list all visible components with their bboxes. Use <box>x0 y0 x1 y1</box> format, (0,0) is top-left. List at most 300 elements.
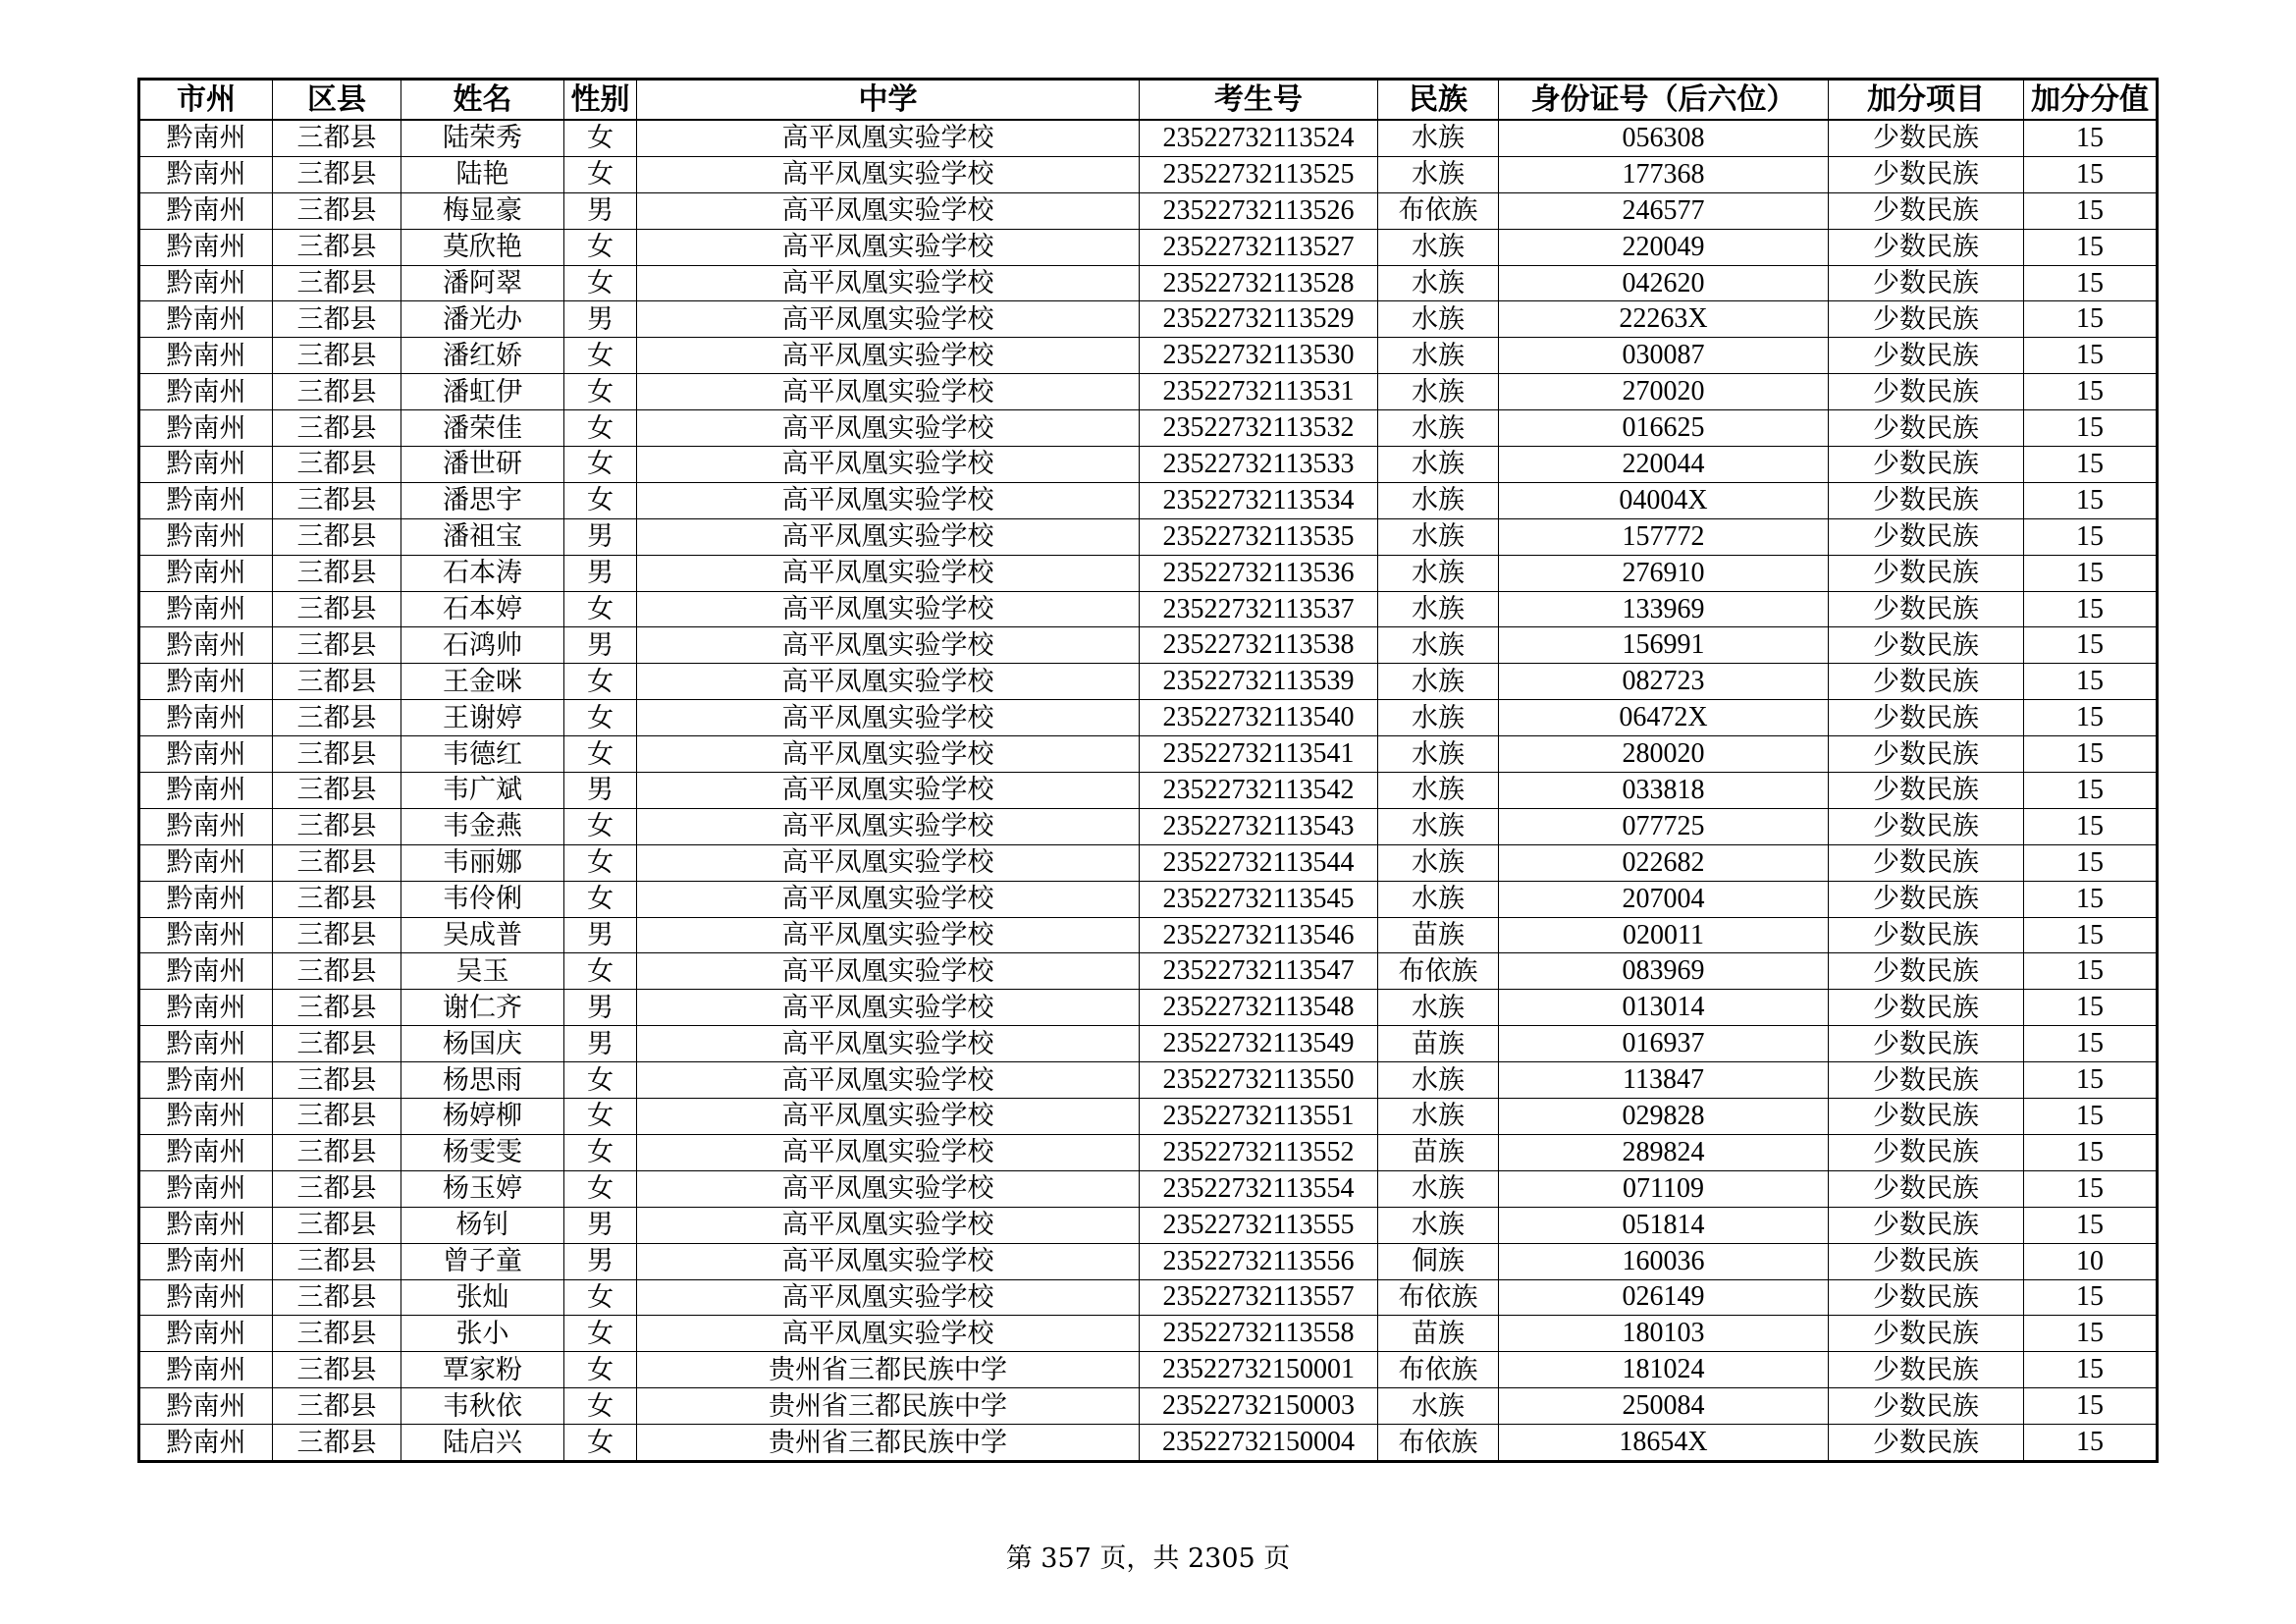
cell-school: 高平凤凰实验学校 <box>637 1207 1140 1243</box>
cell-gender: 女 <box>564 410 637 447</box>
cell-name: 韦秋依 <box>401 1388 564 1425</box>
cell-id-last-six: 016937 <box>1499 1026 1829 1062</box>
cell-school: 高平凤凰实验学校 <box>637 627 1140 664</box>
cell-exam-number: 23522732113551 <box>1140 1099 1378 1135</box>
cell-county: 三都县 <box>273 1316 401 1352</box>
cell-gender: 男 <box>564 1243 637 1279</box>
table-row <box>139 374 2158 410</box>
cell-bonus-points: 15 <box>2024 627 2158 664</box>
cell-school: 高平凤凰实验学校 <box>637 374 1140 410</box>
cell-gender: 男 <box>564 773 637 809</box>
cell-bonus-item: 少数民族 <box>1829 447 2024 483</box>
cell-school: 高平凤凰实验学校 <box>637 120 1140 156</box>
cell-county: 三都县 <box>273 1279 401 1316</box>
cell-ethnicity: 布依族 <box>1378 1279 1499 1316</box>
cell-id-last-six: 177368 <box>1499 156 1829 192</box>
cell-city: 黔南州 <box>139 1026 273 1062</box>
cell-exam-number: 23522732113542 <box>1140 773 1378 809</box>
cell-id-last-six: 020011 <box>1499 917 1829 953</box>
cell-name: 莫欣艳 <box>401 229 564 265</box>
cell-city: 黔南州 <box>139 229 273 265</box>
cell-ethnicity: 水族 <box>1378 1170 1499 1207</box>
cell-bonus-item: 少数民族 <box>1829 1134 2024 1170</box>
cell-id-last-six: 220049 <box>1499 229 1829 265</box>
cell-exam-number: 23522732113546 <box>1140 917 1378 953</box>
cell-id-last-six: 181024 <box>1499 1352 1829 1388</box>
cell-id-last-six: 030087 <box>1499 338 1829 374</box>
cell-school: 高平凤凰实验学校 <box>637 482 1140 518</box>
cell-exam-number: 23522732113550 <box>1140 1062 1378 1099</box>
cell-ethnicity: 水族 <box>1378 482 1499 518</box>
cell-ethnicity: 苗族 <box>1378 917 1499 953</box>
cell-gender: 女 <box>564 1352 637 1388</box>
cell-exam-number: 23522732113555 <box>1140 1207 1378 1243</box>
table-row <box>139 1026 2158 1062</box>
cell-school: 贵州省三都民族中学 <box>637 1425 1140 1462</box>
cell-city: 黔南州 <box>139 627 273 664</box>
cell-gender: 女 <box>564 447 637 483</box>
cell-ethnicity: 水族 <box>1378 518 1499 555</box>
column-header-bonus-item: 加分项目 <box>1829 80 2024 121</box>
cell-school: 高平凤凰实验学校 <box>637 447 1140 483</box>
cell-gender: 女 <box>564 338 637 374</box>
cell-bonus-item: 少数民族 <box>1829 301 2024 338</box>
cell-city: 黔南州 <box>139 1243 273 1279</box>
cell-county: 三都县 <box>273 990 401 1026</box>
cell-city: 黔南州 <box>139 1207 273 1243</box>
cell-exam-number: 23522732113545 <box>1140 881 1378 917</box>
cell-id-last-six: 033818 <box>1499 773 1829 809</box>
cell-ethnicity: 水族 <box>1378 881 1499 917</box>
cell-bonus-item: 少数民族 <box>1829 1279 2024 1316</box>
cell-name: 王谢婷 <box>401 700 564 736</box>
cell-id-last-six: 246577 <box>1499 192 1829 229</box>
cell-city: 黔南州 <box>139 374 273 410</box>
cell-name: 张灿 <box>401 1279 564 1316</box>
cell-name: 陆启兴 <box>401 1425 564 1462</box>
cell-county: 三都县 <box>273 881 401 917</box>
column-header-city: 市州 <box>139 80 273 121</box>
cell-exam-number: 23522732113558 <box>1140 1316 1378 1352</box>
cell-county: 三都县 <box>273 627 401 664</box>
cell-gender: 女 <box>564 374 637 410</box>
cell-bonus-item: 少数民族 <box>1829 410 2024 447</box>
cell-exam-number: 23522732113541 <box>1140 736 1378 773</box>
cell-ethnicity: 水族 <box>1378 555 1499 591</box>
cell-bonus-item: 少数民族 <box>1829 1425 2024 1462</box>
cell-gender: 女 <box>564 664 637 700</box>
cell-ethnicity: 水族 <box>1378 736 1499 773</box>
table-row <box>139 1425 2158 1462</box>
cell-school: 高平凤凰实验学校 <box>637 410 1140 447</box>
table-row <box>139 482 2158 518</box>
cell-ethnicity: 水族 <box>1378 374 1499 410</box>
cell-name: 潘虹伊 <box>401 374 564 410</box>
cell-gender: 男 <box>564 301 637 338</box>
cell-bonus-points: 15 <box>2024 1062 2158 1099</box>
cell-name: 潘世研 <box>401 447 564 483</box>
cell-id-last-six: 013014 <box>1499 990 1829 1026</box>
cell-bonus-item: 少数民族 <box>1829 591 2024 627</box>
cell-county: 三都县 <box>273 591 401 627</box>
cell-school: 高平凤凰实验学校 <box>637 953 1140 990</box>
cell-bonus-points: 15 <box>2024 1099 2158 1135</box>
cell-county: 三都县 <box>273 447 401 483</box>
cell-school: 高平凤凰实验学校 <box>637 990 1140 1026</box>
cell-bonus-points: 15 <box>2024 1388 2158 1425</box>
cell-exam-number: 23522732113529 <box>1140 301 1378 338</box>
cell-county: 三都县 <box>273 1062 401 1099</box>
cell-bonus-points: 15 <box>2024 482 2158 518</box>
table-row <box>139 881 2158 917</box>
cell-school: 高平凤凰实验学校 <box>637 192 1140 229</box>
table-row <box>139 156 2158 192</box>
cell-county: 三都县 <box>273 301 401 338</box>
cell-gender: 女 <box>564 482 637 518</box>
cell-exam-number: 23522732113539 <box>1140 664 1378 700</box>
cell-ethnicity: 水族 <box>1378 1062 1499 1099</box>
table-row <box>139 301 2158 338</box>
cell-city: 黔南州 <box>139 1062 273 1099</box>
cell-exam-number: 23522732113536 <box>1140 555 1378 591</box>
cell-id-last-six: 133969 <box>1499 591 1829 627</box>
cell-exam-number: 23522732150003 <box>1140 1388 1378 1425</box>
cell-ethnicity: 侗族 <box>1378 1243 1499 1279</box>
cell-city: 黔南州 <box>139 591 273 627</box>
table-row <box>139 1279 2158 1316</box>
cell-county: 三都县 <box>273 555 401 591</box>
cell-school: 高平凤凰实验学校 <box>637 518 1140 555</box>
cell-bonus-points: 15 <box>2024 120 2158 156</box>
cell-bonus-points: 15 <box>2024 410 2158 447</box>
cell-ethnicity: 水族 <box>1378 627 1499 664</box>
cell-name: 吴玉 <box>401 953 564 990</box>
cell-id-last-six: 06472X <box>1499 700 1829 736</box>
cell-id-last-six: 157772 <box>1499 518 1829 555</box>
cell-county: 三都县 <box>273 1099 401 1135</box>
cell-bonus-item: 少数民族 <box>1829 1207 2024 1243</box>
cell-id-last-six: 04004X <box>1499 482 1829 518</box>
cell-ethnicity: 水族 <box>1378 301 1499 338</box>
table-row <box>139 338 2158 374</box>
cell-ethnicity: 布依族 <box>1378 953 1499 990</box>
cell-ethnicity: 水族 <box>1378 773 1499 809</box>
cell-city: 黔南州 <box>139 881 273 917</box>
cell-county: 三都县 <box>273 229 401 265</box>
cell-id-last-six: 250084 <box>1499 1388 1829 1425</box>
cell-city: 黔南州 <box>139 120 273 156</box>
cell-id-last-six: 022682 <box>1499 844 1829 881</box>
cell-city: 黔南州 <box>139 447 273 483</box>
cell-bonus-item: 少数民族 <box>1829 700 2024 736</box>
cell-bonus-points: 15 <box>2024 192 2158 229</box>
cell-gender: 女 <box>564 881 637 917</box>
cell-bonus-item: 少数民族 <box>1829 192 2024 229</box>
cell-id-last-six: 18654X <box>1499 1425 1829 1462</box>
cell-exam-number: 23522732113548 <box>1140 990 1378 1026</box>
cell-gender: 男 <box>564 192 637 229</box>
cell-exam-number: 23522732113532 <box>1140 410 1378 447</box>
table-row <box>139 120 2158 156</box>
cell-ethnicity: 苗族 <box>1378 1026 1499 1062</box>
cell-gender: 女 <box>564 736 637 773</box>
cell-ethnicity: 水族 <box>1378 229 1499 265</box>
cell-bonus-points: 15 <box>2024 1026 2158 1062</box>
cell-gender: 男 <box>564 627 637 664</box>
cell-gender: 男 <box>564 990 637 1026</box>
cell-name: 杨思雨 <box>401 1062 564 1099</box>
cell-id-last-six: 082723 <box>1499 664 1829 700</box>
table-row <box>139 627 2158 664</box>
cell-id-last-six: 056308 <box>1499 120 1829 156</box>
cell-name: 石鸿帅 <box>401 627 564 664</box>
cell-bonus-item: 少数民族 <box>1829 482 2024 518</box>
cell-school: 高平凤凰实验学校 <box>637 156 1140 192</box>
cell-name: 石本婷 <box>401 591 564 627</box>
cell-bonus-points: 15 <box>2024 1279 2158 1316</box>
cell-county: 三都县 <box>273 156 401 192</box>
table-row <box>139 591 2158 627</box>
table-row <box>139 844 2158 881</box>
cell-name: 杨婷柳 <box>401 1099 564 1135</box>
cell-bonus-points: 15 <box>2024 700 2158 736</box>
cell-name: 谢仁齐 <box>401 990 564 1026</box>
cell-school: 高平凤凰实验学校 <box>637 736 1140 773</box>
cell-gender: 女 <box>564 844 637 881</box>
cell-id-last-six: 071109 <box>1499 1170 1829 1207</box>
cell-id-last-six: 180103 <box>1499 1316 1829 1352</box>
cell-city: 黔南州 <box>139 990 273 1026</box>
cell-name: 张小 <box>401 1316 564 1352</box>
cell-gender: 女 <box>564 1062 637 1099</box>
cell-bonus-item: 少数民族 <box>1829 990 2024 1026</box>
cell-exam-number: 23522732113525 <box>1140 156 1378 192</box>
cell-county: 三都县 <box>273 1243 401 1279</box>
cell-school: 贵州省三都民族中学 <box>637 1388 1140 1425</box>
cell-bonus-item: 少数民族 <box>1829 1388 2024 1425</box>
cell-county: 三都县 <box>273 773 401 809</box>
cell-gender: 女 <box>564 1099 637 1135</box>
table-row <box>139 808 2158 844</box>
cell-ethnicity: 水族 <box>1378 410 1499 447</box>
cell-county: 三都县 <box>273 374 401 410</box>
cell-bonus-points: 15 <box>2024 265 2158 301</box>
cell-name: 石本涛 <box>401 555 564 591</box>
cell-exam-number: 23522732113547 <box>1140 953 1378 990</box>
cell-name: 梅显豪 <box>401 192 564 229</box>
cell-name: 杨钊 <box>401 1207 564 1243</box>
cell-name: 韦广斌 <box>401 773 564 809</box>
cell-gender: 女 <box>564 1170 637 1207</box>
cell-city: 黔南州 <box>139 953 273 990</box>
cell-city: 黔南州 <box>139 265 273 301</box>
table-row <box>139 664 2158 700</box>
table-row <box>139 410 2158 447</box>
cell-school: 高平凤凰实验学校 <box>637 1243 1140 1279</box>
cell-school: 高平凤凰实验学校 <box>637 917 1140 953</box>
cell-school: 高平凤凰实验学校 <box>637 1062 1140 1099</box>
cell-gender: 女 <box>564 953 637 990</box>
cell-city: 黔南州 <box>139 518 273 555</box>
cell-bonus-item: 少数民族 <box>1829 156 2024 192</box>
cell-county: 三都县 <box>273 1207 401 1243</box>
cell-exam-number: 23522732113543 <box>1140 808 1378 844</box>
cell-bonus-item: 少数民族 <box>1829 736 2024 773</box>
table-row <box>139 1388 2158 1425</box>
cell-bonus-item: 少数民族 <box>1829 1352 2024 1388</box>
cell-school: 高平凤凰实验学校 <box>637 844 1140 881</box>
cell-gender: 女 <box>564 120 637 156</box>
column-header-bonus-points: 加分分值 <box>2024 80 2158 121</box>
cell-bonus-points: 15 <box>2024 881 2158 917</box>
cell-name: 韦德红 <box>401 736 564 773</box>
cell-id-last-six: 051814 <box>1499 1207 1829 1243</box>
cell-city: 黔南州 <box>139 156 273 192</box>
cell-bonus-item: 少数民族 <box>1829 953 2024 990</box>
cell-school: 高平凤凰实验学校 <box>637 881 1140 917</box>
cell-city: 黔南州 <box>139 1279 273 1316</box>
cell-bonus-points: 15 <box>2024 591 2158 627</box>
cell-bonus-item: 少数民族 <box>1829 120 2024 156</box>
table-row <box>139 773 2158 809</box>
cell-bonus-item: 少数民族 <box>1829 773 2024 809</box>
cell-school: 高平凤凰实验学校 <box>637 664 1140 700</box>
cell-city: 黔南州 <box>139 1388 273 1425</box>
cell-bonus-item: 少数民族 <box>1829 374 2024 410</box>
cell-bonus-item: 少数民族 <box>1829 229 2024 265</box>
column-header-exam-number: 考生号 <box>1140 80 1378 121</box>
cell-bonus-item: 少数民族 <box>1829 1316 2024 1352</box>
cell-gender: 女 <box>564 1388 637 1425</box>
cell-county: 三都县 <box>273 482 401 518</box>
cell-gender: 男 <box>564 555 637 591</box>
cell-city: 黔南州 <box>139 736 273 773</box>
table-row <box>139 1316 2158 1352</box>
cell-bonus-item: 少数民族 <box>1829 1099 2024 1135</box>
cell-exam-number: 23522732113527 <box>1140 229 1378 265</box>
cell-city: 黔南州 <box>139 1134 273 1170</box>
cell-ethnicity: 水族 <box>1378 156 1499 192</box>
cell-bonus-item: 少数民族 <box>1829 1026 2024 1062</box>
table-row <box>139 700 2158 736</box>
cell-bonus-item: 少数民族 <box>1829 627 2024 664</box>
cell-ethnicity: 水族 <box>1378 447 1499 483</box>
cell-bonus-points: 15 <box>2024 844 2158 881</box>
cell-school: 高平凤凰实验学校 <box>637 773 1140 809</box>
cell-ethnicity: 布依族 <box>1378 1352 1499 1388</box>
cell-exam-number: 23522732113549 <box>1140 1026 1378 1062</box>
cell-id-last-six: 029828 <box>1499 1099 1829 1135</box>
cell-city: 黔南州 <box>139 1425 273 1462</box>
cell-bonus-points: 15 <box>2024 953 2158 990</box>
table-row <box>139 1170 2158 1207</box>
cell-county: 三都县 <box>273 1425 401 1462</box>
cell-county: 三都县 <box>273 917 401 953</box>
cell-name: 韦金燕 <box>401 808 564 844</box>
cell-name: 陆艳 <box>401 156 564 192</box>
cell-school: 高平凤凰实验学校 <box>637 265 1140 301</box>
cell-id-last-six: 220044 <box>1499 447 1829 483</box>
cell-school: 高平凤凰实验学校 <box>637 591 1140 627</box>
cell-school: 高平凤凰实验学校 <box>637 1026 1140 1062</box>
cell-bonus-item: 少数民族 <box>1829 338 2024 374</box>
cell-bonus-points: 15 <box>2024 301 2158 338</box>
cell-id-last-six: 156991 <box>1499 627 1829 664</box>
table-row <box>139 518 2158 555</box>
cell-city: 黔南州 <box>139 917 273 953</box>
cell-ethnicity: 水族 <box>1378 1099 1499 1135</box>
cell-school: 高平凤凰实验学校 <box>637 1099 1140 1135</box>
cell-county: 三都县 <box>273 808 401 844</box>
cell-school: 高平凤凰实验学校 <box>637 1134 1140 1170</box>
cell-exam-number: 23522732113552 <box>1140 1134 1378 1170</box>
cell-id-last-six: 077725 <box>1499 808 1829 844</box>
cell-id-last-six: 160036 <box>1499 1243 1829 1279</box>
cell-exam-number: 23522732113556 <box>1140 1243 1378 1279</box>
cell-bonus-item: 少数民族 <box>1829 1062 2024 1099</box>
table-row <box>139 229 2158 265</box>
cell-bonus-points: 15 <box>2024 555 2158 591</box>
cell-ethnicity: 水族 <box>1378 120 1499 156</box>
cell-name: 王金咪 <box>401 664 564 700</box>
cell-bonus-item: 少数民族 <box>1829 555 2024 591</box>
cell-city: 黔南州 <box>139 664 273 700</box>
cell-county: 三都县 <box>273 338 401 374</box>
cell-bonus-points: 15 <box>2024 1316 2158 1352</box>
cell-name: 曾子童 <box>401 1243 564 1279</box>
cell-name: 潘荣佳 <box>401 410 564 447</box>
cell-gender: 男 <box>564 518 637 555</box>
table-row <box>139 555 2158 591</box>
cell-bonus-points: 15 <box>2024 1425 2158 1462</box>
cell-name: 潘思宇 <box>401 482 564 518</box>
cell-school: 高平凤凰实验学校 <box>637 1170 1140 1207</box>
cell-city: 黔南州 <box>139 773 273 809</box>
cell-bonus-item: 少数民族 <box>1829 844 2024 881</box>
cell-exam-number: 23522732113535 <box>1140 518 1378 555</box>
cell-gender: 女 <box>564 265 637 301</box>
table-row <box>139 265 2158 301</box>
cell-gender: 女 <box>564 156 637 192</box>
cell-bonus-points: 15 <box>2024 1134 2158 1170</box>
cell-bonus-points: 15 <box>2024 1170 2158 1207</box>
cell-id-last-six: 270020 <box>1499 374 1829 410</box>
cell-exam-number: 23522732150001 <box>1140 1352 1378 1388</box>
cell-bonus-points: 15 <box>2024 664 2158 700</box>
cell-city: 黔南州 <box>139 1352 273 1388</box>
cell-city: 黔南州 <box>139 700 273 736</box>
table-row <box>139 1134 2158 1170</box>
cell-ethnicity: 水族 <box>1378 1207 1499 1243</box>
cell-city: 黔南州 <box>139 482 273 518</box>
table-row <box>139 1243 2158 1279</box>
cell-exam-number: 23522732113530 <box>1140 338 1378 374</box>
cell-gender: 女 <box>564 1134 637 1170</box>
cell-county: 三都县 <box>273 120 401 156</box>
cell-school: 高平凤凰实验学校 <box>637 301 1140 338</box>
cell-ethnicity: 水族 <box>1378 990 1499 1026</box>
cell-city: 黔南州 <box>139 301 273 338</box>
cell-gender: 女 <box>564 229 637 265</box>
cell-county: 三都县 <box>273 192 401 229</box>
cell-school: 高平凤凰实验学校 <box>637 808 1140 844</box>
cell-bonus-points: 15 <box>2024 374 2158 410</box>
cell-exam-number: 23522732113540 <box>1140 700 1378 736</box>
table-row <box>139 1352 2158 1388</box>
column-header-county: 区县 <box>273 80 401 121</box>
cell-county: 三都县 <box>273 736 401 773</box>
cell-name: 韦丽娜 <box>401 844 564 881</box>
